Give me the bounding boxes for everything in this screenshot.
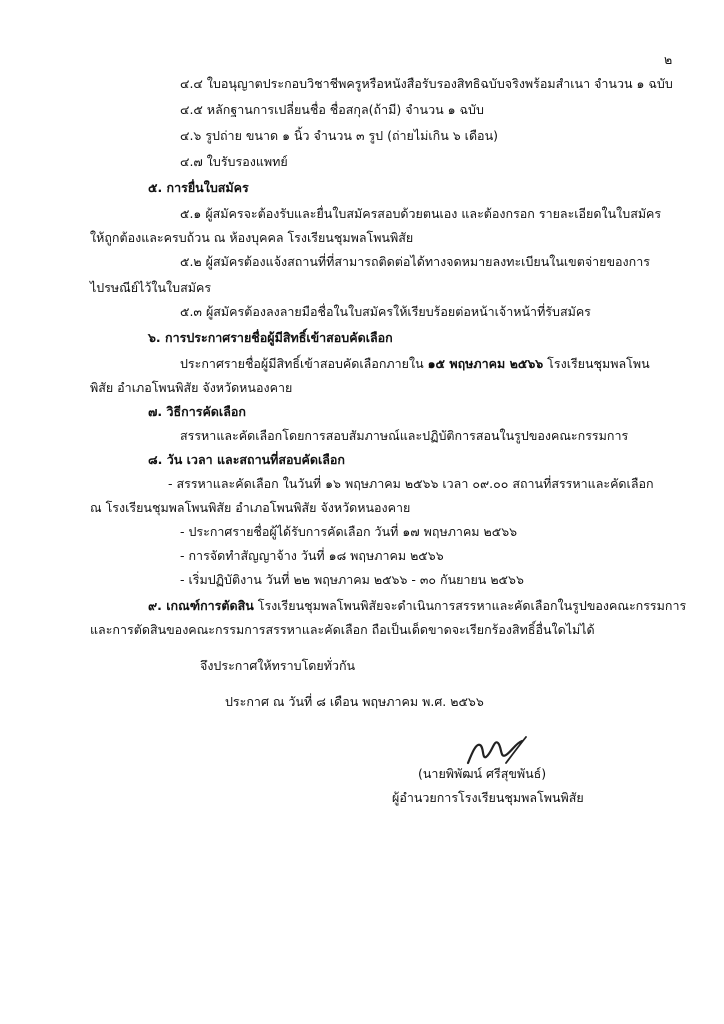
doc-item-4-6: ๔.๖ รูปถ่าย ขนาด ๑ นิ้ว จำนวน ๓ รูป (ถ่ายไม่เกิน ๖ เดือน) — [180, 128, 498, 143]
section-6-line1 — [180, 356, 650, 372]
announcement-date: ประกาศ ณ วันที่ ๘ เดือน พฤษภาคม พ.ศ. ๒๕๖๖ — [225, 694, 484, 709]
doc-item-4-4: ๔.๔ ใบอนุญาตประกอบวิชาชีพครูหรือหนังสือรับรองสิทธิฉบับจริงพร้อมสำเนา จำนวน ๑ ฉบับ — [180, 76, 673, 91]
section-8-line3: - ประกาศรายชื่อผู้ได้รับการคัดเลือก วันที่ ๑๗ พฤษภาคม ๒๕๖๖ — [180, 524, 518, 539]
section-5-2-line2: ไปรษณีย์ไว้ในใบสมัคร — [90, 280, 212, 295]
page-number: ๒ — [664, 52, 673, 67]
section-6-line2: พิสัย อำเภอโพนพิสัย จังหวัดหนองคาย — [90, 380, 293, 395]
section-9-line2: และการตัดสินของคณะกรรมการสรรหาและคัดเลือก ถือเป็นเด็ดขาดจะเรียกร้องสิทธิ์อื่นใดไม่ได้ — [90, 622, 595, 637]
section-5-1-line1: ๕.๑ ผู้สมัครจะต้องรับและยื่นใบสมัครสอบด้วยตนเอง และต้องกรอก รายละเอียดในใบสมัคร — [180, 206, 662, 221]
section-8-heading: ๘. วัน เวลา และสถานที่สอบคัดเลือก — [148, 452, 345, 467]
doc-item-4-7: ๔.๗ ใบรับรองแพทย์ — [180, 154, 288, 169]
section-8-line2: ณ โรงเรียนชุมพลโพนพิสัย อำเภอโพนพิสัย จังหวัดหนองคาย — [90, 500, 411, 515]
section-6-heading: ๖. การประกาศรายชื่อผู้มีสิทธิ์เข้าสอบคัดเลือก — [148, 330, 393, 345]
section-9-line1-rest: โรงเรียนชุมพลโพนพิสัยจะดำเนินการสรรหาและคัดเลือกในรูปของคณะกรรมการ — [253, 598, 687, 613]
signer-name: (นายพิพัฒน์ ศรีสุขพันธ์) — [418, 766, 547, 781]
section-7-heading: ๗. วิธีการคัดเลือก — [148, 404, 246, 419]
section-6-date: ๑๕ พฤษภาคม ๒๕๖๖ — [427, 356, 544, 371]
section-8-line1: - สรรหาและคัดเลือก ในวันที่ ๑๖ พฤษภาคม ๒๕๖๖ เวลา ๐๙.๐๐ สถานที่สรรหาและคัดเลือก — [168, 476, 654, 491]
section-9-line1 — [148, 598, 686, 614]
closing-statement: จึงประกาศให้ทราบโดยทั่วกัน — [200, 658, 356, 673]
section-6-line1-pre: ประกาศรายชื่อผู้มีสิทธิ์เข้าสอบคัดเลือกภายใน — [180, 356, 428, 371]
section-5-1-line2: ให้ถูกต้องและครบถ้วน ณ ห้องบุคคล โรงเรียนชุมพลโพนพิสัย — [90, 230, 414, 245]
section-8-line5: - เริ่มปฏิบัติงาน วันที่ ๒๒ พฤษภาคม ๒๕๖๖ - ๓๐ กันยายน ๒๕๖๖ — [180, 572, 524, 587]
section-5-heading: ๕. การยื่นใบสมัคร — [148, 180, 249, 195]
signer-title: ผู้อำนวยการโรงเรียนชุมพลโพนพิสัย — [392, 790, 584, 805]
section-5-2-line1: ๕.๒ ผู้สมัครต้องแจ้งสถานที่ที่สามารถติดต่อได้ทางจดหมายลงทะเบียนในเขตจ่ายของการ — [180, 254, 650, 269]
section-7-line1: สรรหาและคัดเลือกโดยการสอบสัมภาษณ์และปฏิบัติการสอนในรูปของคณะกรรมการ — [180, 428, 629, 443]
section-8-line4: - การจัดทำสัญญาจ้าง วันที่ ๑๘ พฤษภาคม ๒๕๖๖ — [180, 548, 444, 563]
section-9-heading: ๙. เกณฑ์การตัดสิน — [148, 598, 254, 613]
section-5-3: ๕.๓ ผู้สมัครต้องลงลายมือชื่อในใบสมัครให้เรียบร้อยต่อหน้าเจ้าหน้าที่รับสมัคร — [180, 304, 591, 319]
doc-item-4-5: ๔.๕ หลักฐานการเปลี่ยนชื่อ ชื่อสกุล(ถ้ามี) จำนวน ๑ ฉบับ — [180, 102, 484, 117]
section-6-line1-post: โรงเรียนชุมพลโพน — [543, 356, 650, 371]
